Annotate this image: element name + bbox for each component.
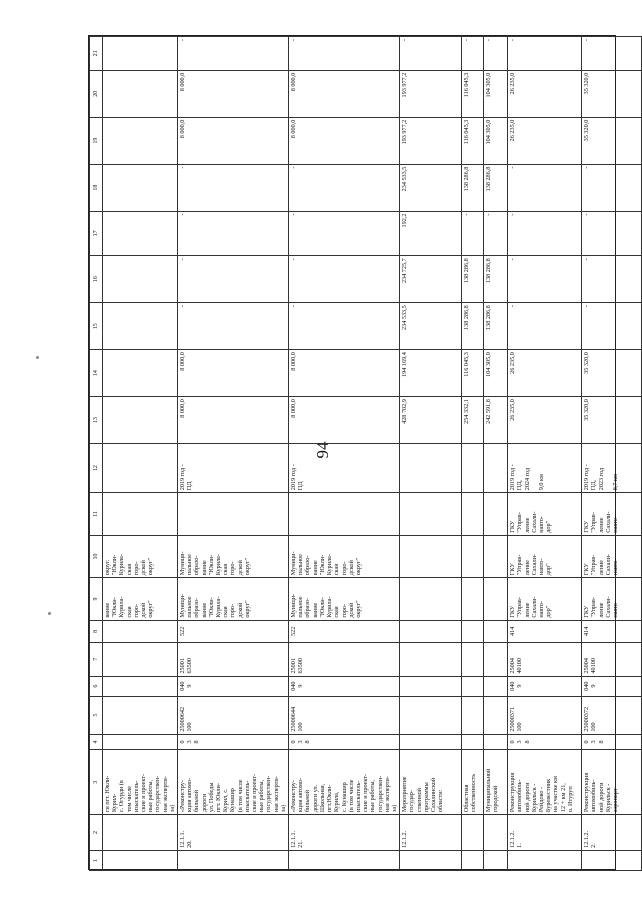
table-cell: - bbox=[484, 37, 508, 71]
table-cell: Муници- пальное образо- вание "Юкли- Курила- ская горо- дской округ" bbox=[178, 578, 289, 620]
table-row bbox=[289, 37, 400, 871]
table-cell bbox=[462, 676, 484, 696]
table-cell bbox=[103, 696, 178, 734]
table-cell bbox=[484, 676, 508, 696]
table-cell bbox=[400, 444, 462, 493]
table-cell bbox=[103, 256, 178, 303]
table-cell: Муници- пальное образо- вание "Юкли- Курила- ская горо- дской округ" bbox=[289, 535, 400, 577]
table-cell: - bbox=[508, 164, 582, 211]
table-cell: 192,2 bbox=[400, 211, 462, 256]
table-cell bbox=[289, 850, 400, 870]
table-cell bbox=[103, 444, 178, 493]
table-cell bbox=[462, 643, 484, 677]
table-cell: 12.1.1. 20. bbox=[178, 815, 289, 851]
table-cell: 0 3 8 bbox=[178, 734, 289, 750]
table-cell bbox=[462, 734, 484, 750]
table-cell bbox=[484, 734, 508, 750]
table-cell: 35 320,0 bbox=[582, 397, 642, 444]
table-cell bbox=[462, 493, 484, 535]
table-cell: - bbox=[178, 211, 289, 256]
table-cell: 414 bbox=[508, 620, 582, 642]
table-cell: Муниципальной городской bbox=[484, 750, 508, 815]
column-number: 21 bbox=[90, 37, 103, 71]
table-cell bbox=[400, 696, 462, 734]
table-cell bbox=[103, 676, 178, 696]
table-cell: ги пгт. Юкли- Курил- с. Огурди (в том числе изыскатель- ские и проект- ные работы, государствен- ная эксперти- за) bbox=[103, 750, 178, 815]
table-cell: 25004 40100 bbox=[582, 643, 642, 677]
table-cell bbox=[462, 815, 484, 851]
table-cell: Муници- пальное образо- вание "Юкли- Курила- ская горо- дской округ" bbox=[178, 535, 289, 577]
table-cell: 234 725,7 bbox=[400, 256, 462, 303]
table-cell: 12.1.2. bbox=[400, 815, 462, 851]
table-cell: 428 702,9 bbox=[400, 397, 462, 444]
table-cell: - bbox=[289, 37, 400, 71]
table-cell bbox=[582, 850, 642, 870]
page-number: 94 bbox=[313, 441, 332, 459]
table-cell bbox=[484, 815, 508, 851]
table-cell: 104 305,0 bbox=[484, 350, 508, 397]
table-cell bbox=[462, 620, 484, 642]
table-cell bbox=[103, 164, 178, 211]
table-row bbox=[508, 37, 582, 871]
table-cell: 8 000,0 bbox=[178, 397, 289, 444]
table-cell: - bbox=[508, 37, 582, 71]
table-cell: 138 286,8 bbox=[484, 303, 508, 350]
table-cell: 8 000,0 bbox=[289, 117, 400, 164]
table-cell: 040 9 bbox=[582, 676, 642, 696]
table-row bbox=[462, 37, 484, 871]
column-number: 10 bbox=[90, 535, 103, 577]
table-row bbox=[582, 37, 642, 871]
column-number: 7 bbox=[90, 643, 103, 677]
table-cell: округ. "Юкли- Курила- ская горо- дской округ" bbox=[103, 535, 178, 577]
table-cell: ГКУ "Управ- ление Сахали- навто- дор" bbox=[508, 535, 582, 577]
table-cell: 35 320,0 bbox=[582, 70, 642, 117]
table-cell: 234 533,5 bbox=[400, 303, 462, 350]
column-number: 1 bbox=[90, 850, 103, 870]
table-cell bbox=[508, 850, 582, 870]
table-cell bbox=[484, 493, 508, 535]
table-cell: 040 9 bbox=[178, 676, 289, 696]
table-cell bbox=[400, 676, 462, 696]
table-cell: 25001 63500 bbox=[289, 643, 400, 677]
table-cell: - bbox=[178, 164, 289, 211]
column-number: 17 bbox=[90, 211, 103, 256]
table-cell: 0 3 8 bbox=[582, 734, 642, 750]
table-cell bbox=[178, 493, 289, 535]
table-cell: 26 235,0 bbox=[508, 117, 582, 164]
table-cell: 25004 40100 bbox=[508, 643, 582, 677]
table-cell: 35 320,0 bbox=[582, 350, 642, 397]
table-cell bbox=[103, 815, 178, 851]
table-cell bbox=[103, 37, 178, 71]
table-cell bbox=[103, 734, 178, 750]
table-cell: 12.1.2. 1. bbox=[508, 815, 582, 851]
table-cell bbox=[103, 620, 178, 642]
table-cell: - bbox=[400, 37, 462, 71]
table-cell: - bbox=[582, 211, 642, 256]
table-cell: 26 235,0 bbox=[508, 70, 582, 117]
table-cell bbox=[484, 643, 508, 677]
table-cell: 12.1.2. 2. bbox=[582, 815, 642, 851]
table-cell: Муници- пальное образо- вание "Юкли- Курила- ская горо- дской округ" bbox=[289, 578, 400, 620]
table-row bbox=[484, 37, 508, 871]
stray-mark bbox=[36, 356, 39, 359]
table-cell bbox=[400, 643, 462, 677]
table-cell: 522 bbox=[178, 620, 289, 642]
table-cell bbox=[400, 850, 462, 870]
table-cell bbox=[400, 734, 462, 750]
table-cell: ГКУ "Управ- ление Сахали- навто- bbox=[582, 535, 642, 577]
table-cell: 0 3 8 bbox=[289, 734, 400, 750]
table-cell: 242 591,8 bbox=[484, 397, 508, 444]
table-cell bbox=[178, 850, 289, 870]
column-number: 11 bbox=[90, 493, 103, 535]
table-cell: - bbox=[462, 37, 484, 71]
table-cell bbox=[462, 578, 484, 620]
table-row bbox=[178, 37, 289, 871]
table-cell: 8 000,0 bbox=[178, 350, 289, 397]
table-cell: 2019 год - ПД, 2023 год 8,7 км bbox=[582, 444, 642, 493]
table-cell: - bbox=[178, 256, 289, 303]
table-cell bbox=[400, 535, 462, 577]
table-cell bbox=[484, 696, 508, 734]
table-cell bbox=[400, 578, 462, 620]
table-cell: 8 000,0 bbox=[289, 350, 400, 397]
table-cell: 8 000,0 bbox=[178, 70, 289, 117]
table-cell: 138 286,8 bbox=[462, 256, 484, 303]
table-cell: - bbox=[484, 211, 508, 256]
table-cell bbox=[462, 850, 484, 870]
table-cell: 104 305,0 bbox=[484, 70, 508, 117]
table-cell bbox=[103, 350, 178, 397]
table-cell: Мероприятие государ- ственной программы Сахалинской области: bbox=[400, 750, 462, 815]
table-cell: 116 045,3 bbox=[462, 117, 484, 164]
column-number: 14 bbox=[90, 350, 103, 397]
table-cell: 138 286,8 bbox=[484, 256, 508, 303]
table-cell: 25000372 100 bbox=[582, 696, 642, 734]
table-cell: 25000644 100 bbox=[289, 696, 400, 734]
table-cell: 8 000,0 bbox=[178, 117, 289, 164]
column-number: 4 bbox=[90, 734, 103, 750]
column-number: 20 bbox=[90, 70, 103, 117]
table-cell: 138 286,8 bbox=[484, 164, 508, 211]
column-number: 13 bbox=[90, 397, 103, 444]
table-cell bbox=[103, 850, 178, 870]
table-cell bbox=[484, 850, 508, 870]
table-cell: - bbox=[289, 164, 400, 211]
table-cell bbox=[484, 444, 508, 493]
table-cell bbox=[103, 211, 178, 256]
column-number: 9 bbox=[90, 578, 103, 620]
table-cell: - bbox=[178, 37, 289, 71]
table-cell bbox=[484, 578, 508, 620]
table-cell bbox=[103, 493, 178, 535]
column-number: 8 bbox=[90, 620, 103, 642]
column-number: 5 bbox=[90, 696, 103, 734]
table-cell bbox=[103, 70, 178, 117]
table-cell: 193 977,2 bbox=[400, 70, 462, 117]
table-cell: 25000371 100 bbox=[508, 696, 582, 734]
table-cell: 116 045,3 bbox=[462, 350, 484, 397]
table-cell: 040 9 bbox=[289, 676, 400, 696]
table-cell: ГКУ "Управ- ление Сахали- навто- bbox=[582, 493, 642, 535]
table-cell bbox=[462, 696, 484, 734]
table-cell: 414 bbox=[582, 620, 642, 642]
table-cell: - bbox=[582, 164, 642, 211]
table-cell bbox=[484, 620, 508, 642]
table-cell: 138 286,8 bbox=[462, 303, 484, 350]
table-cell: Реконструкция автомобиль- ной дороги Курильск - Рейдово - Буревестник на участке км 12 + км 21, о. Итуруп bbox=[508, 750, 582, 815]
table-cell: «Реконстру- кция автомо- бильной дороги ул. Школьная, пгт.Юкли- Курила, с. Кунашир (в том числе изыскатель- ские и проект- ные работы, государствен- ная эксперти- за) bbox=[289, 750, 400, 815]
table-cell: ГКУ "Управ- ление Сахали- навто- дор" bbox=[508, 578, 582, 620]
table-cell bbox=[289, 493, 400, 535]
column-number: 6 bbox=[90, 676, 103, 696]
table-cell: - bbox=[289, 211, 400, 256]
table-cell bbox=[103, 303, 178, 350]
table-cell: - bbox=[582, 303, 642, 350]
column-number-row bbox=[90, 37, 103, 871]
table-cell: - bbox=[582, 37, 642, 71]
table-row bbox=[103, 37, 178, 871]
table-cell: - bbox=[508, 303, 582, 350]
table-cell bbox=[400, 493, 462, 535]
column-number: 19 bbox=[90, 117, 103, 164]
table-cell: 2019 год - ПД bbox=[289, 444, 400, 493]
table-cell: 25001 63500 bbox=[178, 643, 289, 677]
table-cell bbox=[462, 535, 484, 577]
table-cell bbox=[462, 444, 484, 493]
table-cell: вание "Юкли- Курила- ская горо- дской округ" bbox=[103, 578, 178, 620]
budget-table bbox=[89, 36, 642, 871]
table-cell bbox=[103, 643, 178, 677]
table-cell: - bbox=[508, 256, 582, 303]
table-cell: - bbox=[582, 256, 642, 303]
table-cell: 040 9 bbox=[508, 676, 582, 696]
table-cell: ГКУ "Управ- ление Сахали- навто- дор" bbox=[508, 493, 582, 535]
table-cell: 35 320,0 bbox=[582, 117, 642, 164]
table-cell bbox=[400, 620, 462, 642]
table-cell bbox=[103, 397, 178, 444]
table-cell: - bbox=[289, 256, 400, 303]
table-cell: - bbox=[508, 211, 582, 256]
table-cell bbox=[103, 117, 178, 164]
table-cell: 8 000,0 bbox=[289, 70, 400, 117]
table-cell: ГКУ "Управ- ление Сахали- навто- bbox=[582, 578, 642, 620]
table-row bbox=[400, 37, 462, 871]
table-cell: 254 332,1 bbox=[462, 397, 484, 444]
table-cell: 8 000,0 bbox=[289, 397, 400, 444]
table-cell: 104 305,0 bbox=[484, 117, 508, 164]
table-cell: 26 235,0 bbox=[508, 350, 582, 397]
table-cell: 0 3 8 bbox=[508, 734, 582, 750]
table-cell: 138 286,8 bbox=[462, 164, 484, 211]
column-number: 16 bbox=[90, 256, 103, 303]
table-cell: 12.1.1. 21. bbox=[289, 815, 400, 851]
table-cell: 26 235,0 bbox=[508, 397, 582, 444]
rotated-table-frame bbox=[88, 35, 619, 870]
table-cell: Реконструкция автомобиль- ной дороги Курильск - аэропорт bbox=[582, 750, 642, 815]
table-cell: 2019 год - ПД, 2024 год 9,0 км bbox=[508, 444, 582, 493]
column-number: 18 bbox=[90, 164, 103, 211]
column-number: 3 bbox=[90, 750, 103, 815]
rotated-table-stage bbox=[89, 36, 617, 871]
table-cell: Областная собственность bbox=[462, 750, 484, 815]
table-cell: 234 533,5 bbox=[400, 164, 462, 211]
table-cell: 193 977,2 bbox=[400, 117, 462, 164]
table-cell: - bbox=[178, 303, 289, 350]
table-cell: - bbox=[289, 303, 400, 350]
table-cell bbox=[484, 535, 508, 577]
table-cell: - bbox=[462, 211, 484, 256]
table-cell: 194 169,4 bbox=[400, 350, 462, 397]
stray-mark bbox=[48, 612, 51, 615]
table-cell: 522 bbox=[289, 620, 400, 642]
column-number: 15 bbox=[90, 303, 103, 350]
table-cell: 2019 год - ПД bbox=[178, 444, 289, 493]
table-cell: «Реконстру- кция автомо- бильной дороги ул. Победы пгт. Юкли- Курил, с. Кунашир (в том числе изыскатель- ские и проект- ные работы, государствен- ная эксперти- за) bbox=[178, 750, 289, 815]
column-number: 12 bbox=[90, 444, 103, 493]
table-cell: 25000642 100 bbox=[178, 696, 289, 734]
column-number: 2 bbox=[90, 815, 103, 851]
table-cell: 116 045,3 bbox=[462, 70, 484, 117]
